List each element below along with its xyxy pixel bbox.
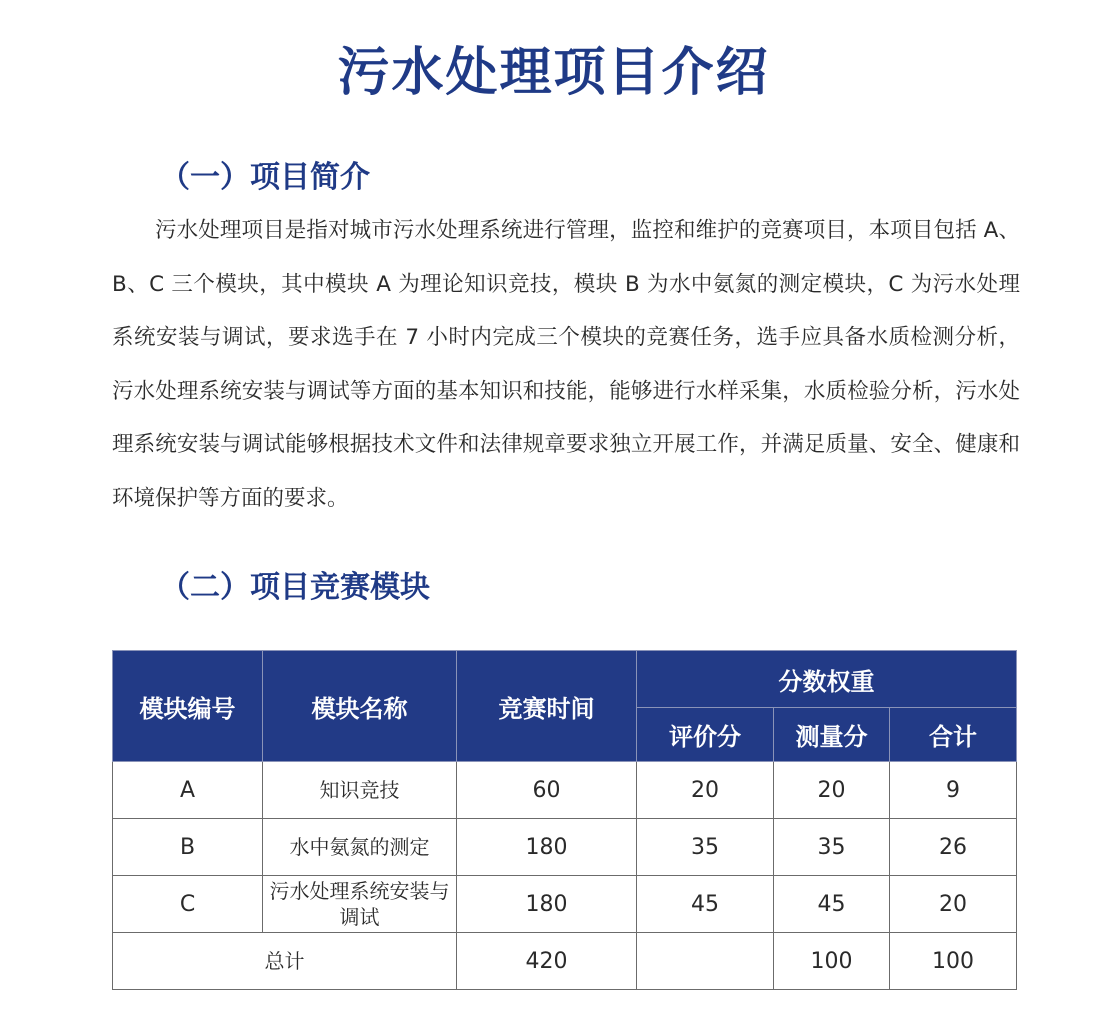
cell-id: B: [113, 819, 263, 876]
cell-time: 180: [457, 819, 637, 876]
cell-name: 水中氨氮的测定: [263, 819, 457, 876]
cell-time: 60: [457, 762, 637, 819]
table-row: [113, 819, 1017, 876]
cell-total: 26: [890, 819, 1017, 876]
header-time: 竞赛时间: [457, 651, 637, 762]
cell-measure: 35: [774, 819, 890, 876]
header-weight: 分数权重: [637, 651, 1017, 708]
section-heading-intro: （一）项目简介: [160, 160, 370, 195]
table-header-row: [113, 651, 1017, 708]
header-module-id: 模块编号: [113, 651, 263, 762]
summary-eval: [637, 933, 774, 990]
cell-eval: 35: [637, 819, 774, 876]
table-row: [113, 762, 1017, 819]
intro-paragraph: 污水处理项目是指对城市污水处理系统进行管理，监控和维护的竞赛项目，本项目包括 A、B、C 三个模块，其中模块 A 为理论知识竞技，模块 B 为水中氨氮的测定模块，C 为污水处理系统安装与调试，要求选手在 7 小时内完成三个模块的竞赛任务，选手应具备水质检测分析，污水处理系统安装与调试等方面的基本知识和技能，能够进行水样采集，水质检验分析，污水处理系统安装与调试能够根据技术文件和法律规章要求独立开展工作，并满足质量、安全、健康和环境保护等方面的要求。: [112, 218, 1020, 511]
summary-total: 100: [890, 933, 1017, 990]
header-measure: 测量分: [774, 708, 890, 762]
cell-eval: 20: [637, 762, 774, 819]
cell-total: 9: [890, 762, 1017, 819]
cell-measure: 45: [774, 876, 890, 933]
cell-time: 180: [457, 876, 637, 933]
cell-eval: 45: [637, 876, 774, 933]
summary-label: 总计: [113, 933, 457, 990]
table-row: [113, 876, 1017, 933]
header-total: 合计: [890, 708, 1017, 762]
summary-measure: 100: [774, 933, 890, 990]
cell-id: A: [113, 762, 263, 819]
cell-name: 污水处理系统安装与调试: [263, 876, 457, 933]
header-eval: 评价分: [637, 708, 774, 762]
modules-table: [112, 650, 1017, 990]
header-module-name: 模块名称: [263, 651, 457, 762]
cell-total: 20: [890, 876, 1017, 933]
section-heading-modules: （二）项目竞赛模块: [160, 570, 430, 605]
table-summary-row: [113, 933, 1017, 990]
summary-time: 420: [457, 933, 637, 990]
cell-name: 知识竞技: [263, 762, 457, 819]
page-title: 污水处理项目介绍: [337, 42, 770, 103]
cell-id: C: [113, 876, 263, 933]
cell-measure: 20: [774, 762, 890, 819]
